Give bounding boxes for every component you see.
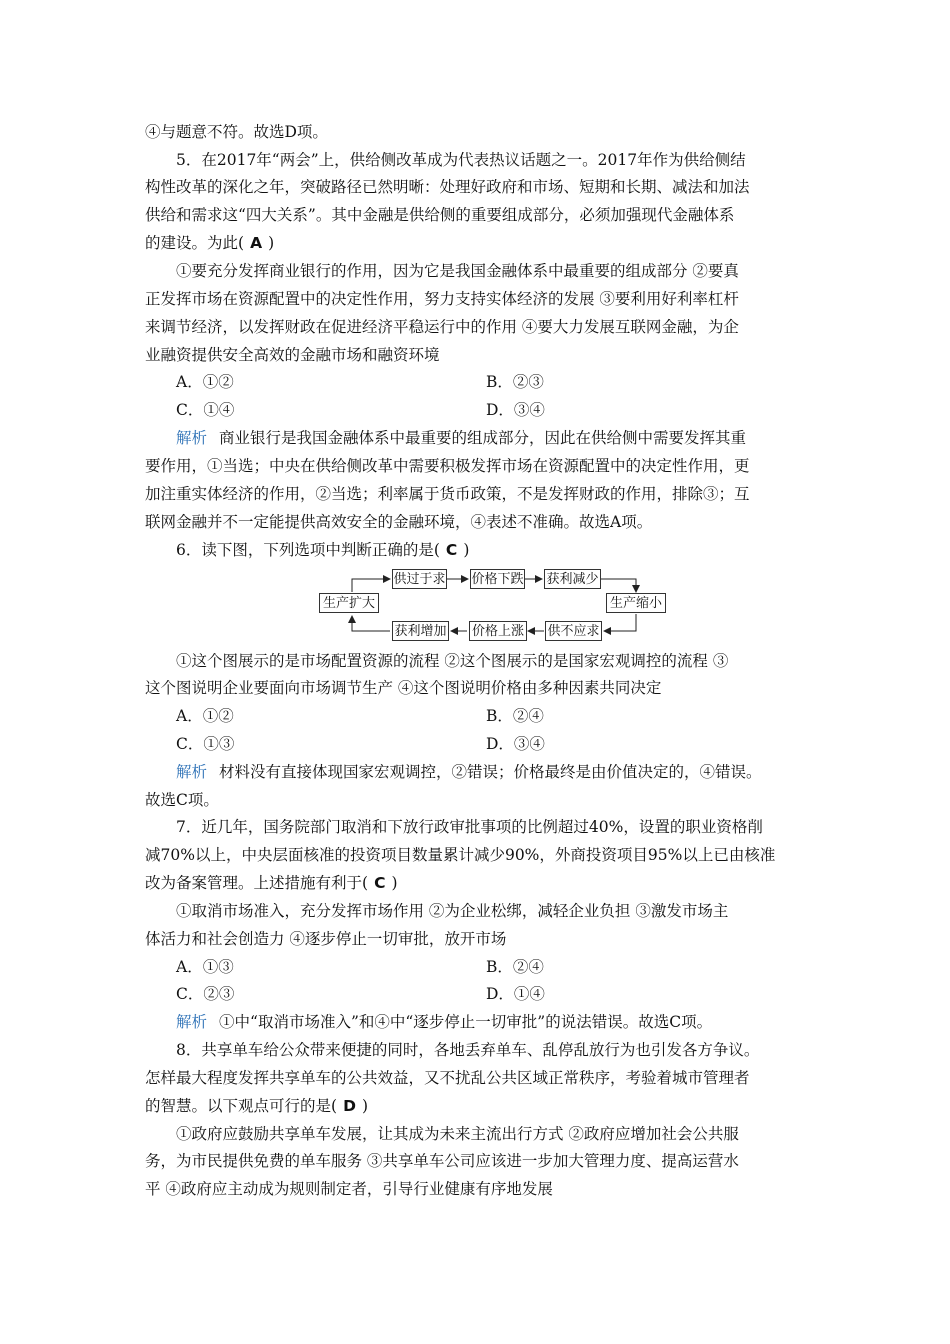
q7-answer: C [374, 874, 386, 892]
box-undersupply: 供不应求 [545, 621, 602, 641]
q4-tail: ④与题意不符。故选D项。 [145, 123, 328, 141]
q6-option-b: B．②④ [486, 707, 544, 725]
q8-answer: D [343, 1097, 356, 1115]
q8-stem-line: 的智慧。以下观点可行的是( [145, 1097, 338, 1115]
q7-stem-last [145, 873, 398, 893]
q6-statement-line: 这个图说明企业要面向市场调节生产 ④这个图说明价格由多种因素共同决定 [145, 679, 662, 697]
q5-stem-line: 5．在2017年“两会”上，供给侧改革成为代表热议话题之一。2017年作为供给侧结 [176, 151, 746, 169]
q6-analysis-line: 故选C项。 [145, 791, 219, 809]
box-profit-increase: 获利增加 [392, 621, 449, 641]
q6-option-c: C．①③ [176, 735, 235, 753]
q7-option-d: D．①④ [486, 985, 545, 1003]
q5-answer: A [250, 234, 263, 252]
box-price-fall: 价格下跌 [470, 569, 525, 589]
q5-stem-last [145, 233, 274, 253]
q8-stem-line: 8．共享单车给公众带来便捷的同时，各地丢弃单车、乱停乱放行为也引发各方争议。 [176, 1041, 760, 1059]
q5-option-d: D．③④ [486, 401, 545, 419]
q7-statement-line: 体活力和社会创造力 ④逐步停止一切审批，放开市场 [145, 930, 507, 948]
q5-option-c: C．①④ [176, 401, 235, 419]
q5-statement-line: ①要充分发挥商业银行的作用，因为它是我国金融体系中最重要的组成部分 ②要真 [176, 262, 739, 280]
q7-analysis-first [176, 1012, 712, 1032]
q7-analysis-label: 解析 [176, 1013, 208, 1031]
q5-stem-line: 的建设。为此( [145, 234, 245, 252]
q5-analysis-line: 要作用，①当选；中央在供给侧改革中需要积极发挥市场在资源配置中的决定性作用，更 [145, 457, 750, 475]
arrow-top-to-right [601, 579, 636, 592]
q5-analysis-first [176, 428, 746, 448]
q7-stem-line: 减70%以上，中央层面核准的投资项目数量累计减少90%，外商投资项目95%以上已由核准 [145, 846, 776, 864]
q6-analysis-label: 解析 [176, 763, 208, 781]
arrow-bottom-to-left [352, 616, 390, 631]
q5-statement-line: 业融资提供安全高效的金融市场和融资环境 [145, 346, 440, 364]
q6-close-paren: ) [463, 541, 470, 559]
box-price-rise: 价格上涨 [469, 621, 527, 641]
q6-option-a: A．①② [176, 707, 234, 725]
q5-analysis-line: 联网金融并不一定能提供高效安全的金融环境，④表述不准确。故选A项。 [145, 513, 653, 531]
q5-analysis-line: 加注重实体经济的作用，②当选；利率属于货币政策，不是发挥财政的作用，排除③；互 [145, 485, 750, 503]
q6-statement-line: ①这个图展示的是市场配置资源的流程 ②这个图展示的是国家宏观调控的流程 ③ [176, 652, 729, 670]
q5-analysis-label: 解析 [176, 429, 208, 447]
q6-answer: C [445, 541, 458, 559]
q7-statement-line: ①取消市场准入，充分发挥市场作用 ②为企业松绑，减轻企业负担 ③激发市场主 [176, 902, 729, 920]
q5-option-b: B．②③ [486, 373, 544, 391]
q5-stem-line: 构性改革的深化之年，突破路径已然明晰：处理好政府和市场、短期和长期、减法和加法 [145, 178, 750, 196]
q7-option-b: B．②④ [486, 958, 544, 976]
q7-option-c: C．②③ [176, 985, 235, 1003]
q5-stem-line: 供给和需求这“四大关系”。其中金融是供给侧的重要组成部分，必须加强现代金融体系 [145, 206, 735, 224]
q6-stem [176, 540, 469, 560]
q8-statement-line: 平 ④政府应主动成为规则制定者，引导行业健康有序地发展 [145, 1180, 553, 1198]
q5-statement-line: 正发挥市场在资源配置中的决定性作用，努力支持实体经济的发展 ③要利用好利率杠杆 [145, 290, 739, 308]
q5-statement-line: 来调节经济，以发挥财政在促进经济平稳运行中的作用 ④要大力发展互联网金融，为企 [145, 318, 739, 336]
box-oversupply: 供过于求 [392, 569, 447, 589]
q5-analysis-line: 商业银行是我国金融体系中最重要的组成部分，因此在供给侧中需要发挥其重 [219, 429, 747, 447]
q7-close-paren: ) [391, 874, 398, 892]
arrow-left-to-top [352, 579, 390, 592]
q8-stem-last [145, 1096, 368, 1116]
q8-statement-line: 务，为市民提供免费的单车服务 ③共享单车公司应该进一步加大管理力度、提高运营水 [145, 1152, 739, 1170]
q7-stem-line: 改为备案管理。上述措施有利于( [145, 874, 369, 892]
q5-close-paren: ) [268, 234, 275, 252]
q7-stem-line: 7．近几年，国务院部门取消和下放行政审批事项的比例超过40%，设置的职业资格削 [176, 818, 763, 836]
box-profit-decrease: 获利减少 [544, 569, 601, 589]
market-cycle-diagram [316, 566, 668, 642]
q7-option-a: A．①③ [176, 958, 234, 976]
q8-statement-line: ①政府应鼓励共享单车发展，让其成为未来主流出行方式 ②政府应增加社会公共服 [176, 1125, 739, 1143]
arrow-right-to-bottom [604, 614, 636, 631]
q8-close-paren: ) [361, 1097, 368, 1115]
q6-analysis-line: 材料没有直接体现国家宏观调控，②错误；价格最终是由价值决定的，④错误。 [219, 763, 762, 781]
q8-stem-line: 怎样最大程度发挥共享单车的公共效益，又不扰乱公共区域正常秩序，考验着城市管理者 [145, 1069, 750, 1087]
q6-stem-text: 6．读下图，下列选项中判断正确的是( [176, 541, 440, 559]
q6-analysis-first [176, 762, 762, 782]
q6-option-d: D．③④ [486, 735, 545, 753]
box-production-expand: 生产扩大 [319, 593, 379, 613]
q7-analysis-line: ①中“取消市场准入”和④中“逐步停止一切审批”的说法错误。故选C项。 [219, 1013, 713, 1031]
q5-option-a: A．①② [176, 373, 234, 391]
box-production-shrink: 生产缩小 [606, 593, 666, 613]
